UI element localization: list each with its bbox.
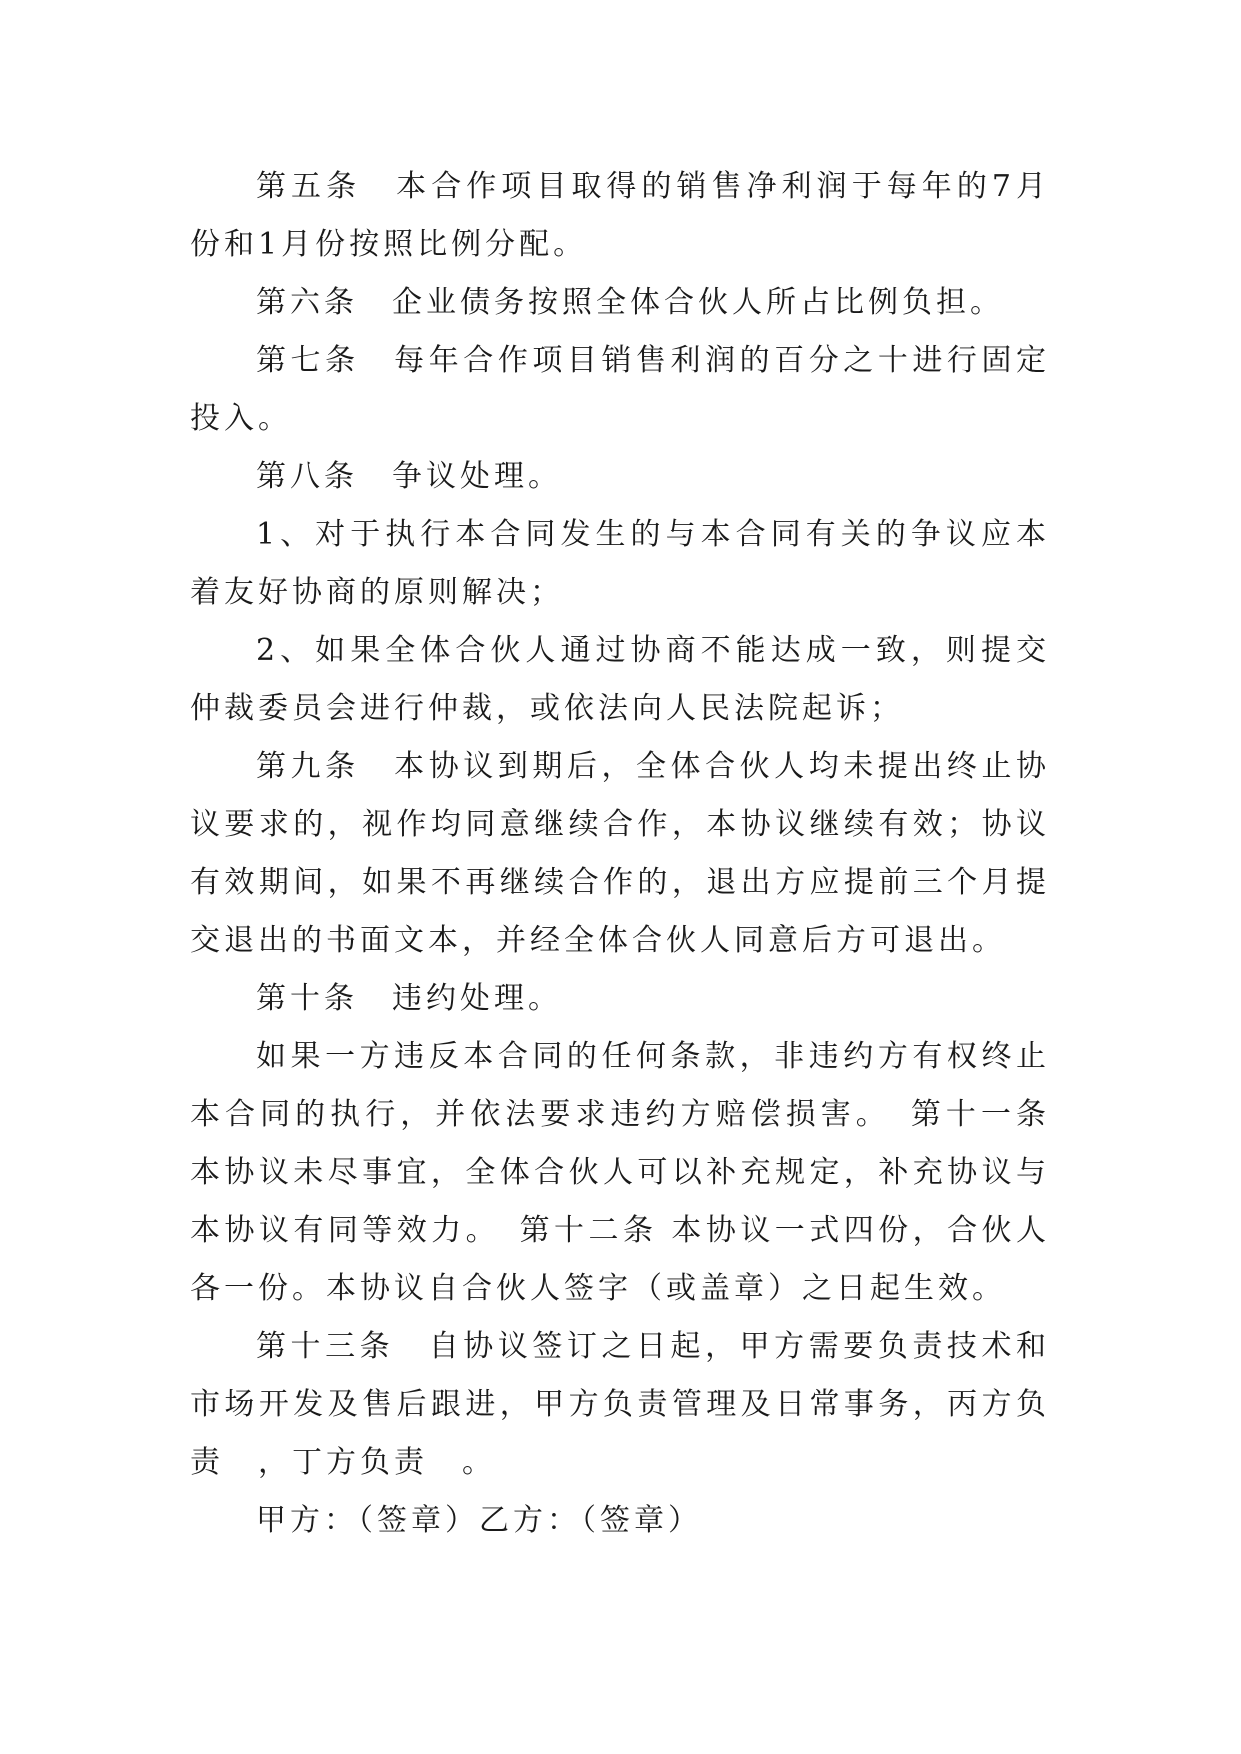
paragraph-article-7: 第七条 每年合作项目销售利润的百分之十进行固定投入。 [190, 343, 1050, 436]
paragraph-article-9: 第九条 本协议到期后，全体合伙人均未提出终止协议要求的，视作均同意继续合作，本协议继续有效；协议有效期间，如果不再继续合作的，退出方应提前三个月提交退出的书面文本，并经全体合伙人同意后方可退出。 [190, 749, 1050, 958]
paragraph-article-8-item-2: 2、如果全体合伙人通过协商不能达成一致，则提交仲裁委员会进行仲裁，或依法向人民法院起诉； [190, 633, 1050, 726]
paragraph-article-5: 第五条 本合作项目取得的销售净利润于每年的7月份和1月份按照比例分配。 [190, 169, 1050, 262]
paragraph-article-8: 第八条 争议处理。 [256, 459, 562, 494]
signature-line: 甲方：（签章）乙方：（签章） [256, 1503, 702, 1538]
paragraph-article-6: 第六条 企业债务按照全体合伙人所占比例负担。 [256, 285, 1004, 320]
paragraph-article-13: 第十三条 自协议签订之日起，甲方需要负责技术和市场开发及售后跟进，甲方负责管理及日常事务，丙方负责 ，丁方负责 。 [190, 1329, 1050, 1480]
document-page [190, 158, 1050, 1550]
paragraph-article-8-item-1: 1、对于执行本合同发生的与本合同有关的争议应本着友好协商的原则解决； [190, 517, 1050, 610]
paragraph-article-10-11-12: 如果一方违反本合同的任何条款，非违约方有权终止本合同的执行，并依法要求违约方赔偿损害。 第十一条 本协议未尽事宜，全体合伙人可以补充规定，补充协议与本协议有同等效力。 第十二条 本协议一式四份，合伙人各一份。本协议自合伙人签字（或盖章）之日起生效。 [190, 1039, 1050, 1306]
paragraph-article-10: 第十条 违约处理。 [256, 981, 562, 1016]
